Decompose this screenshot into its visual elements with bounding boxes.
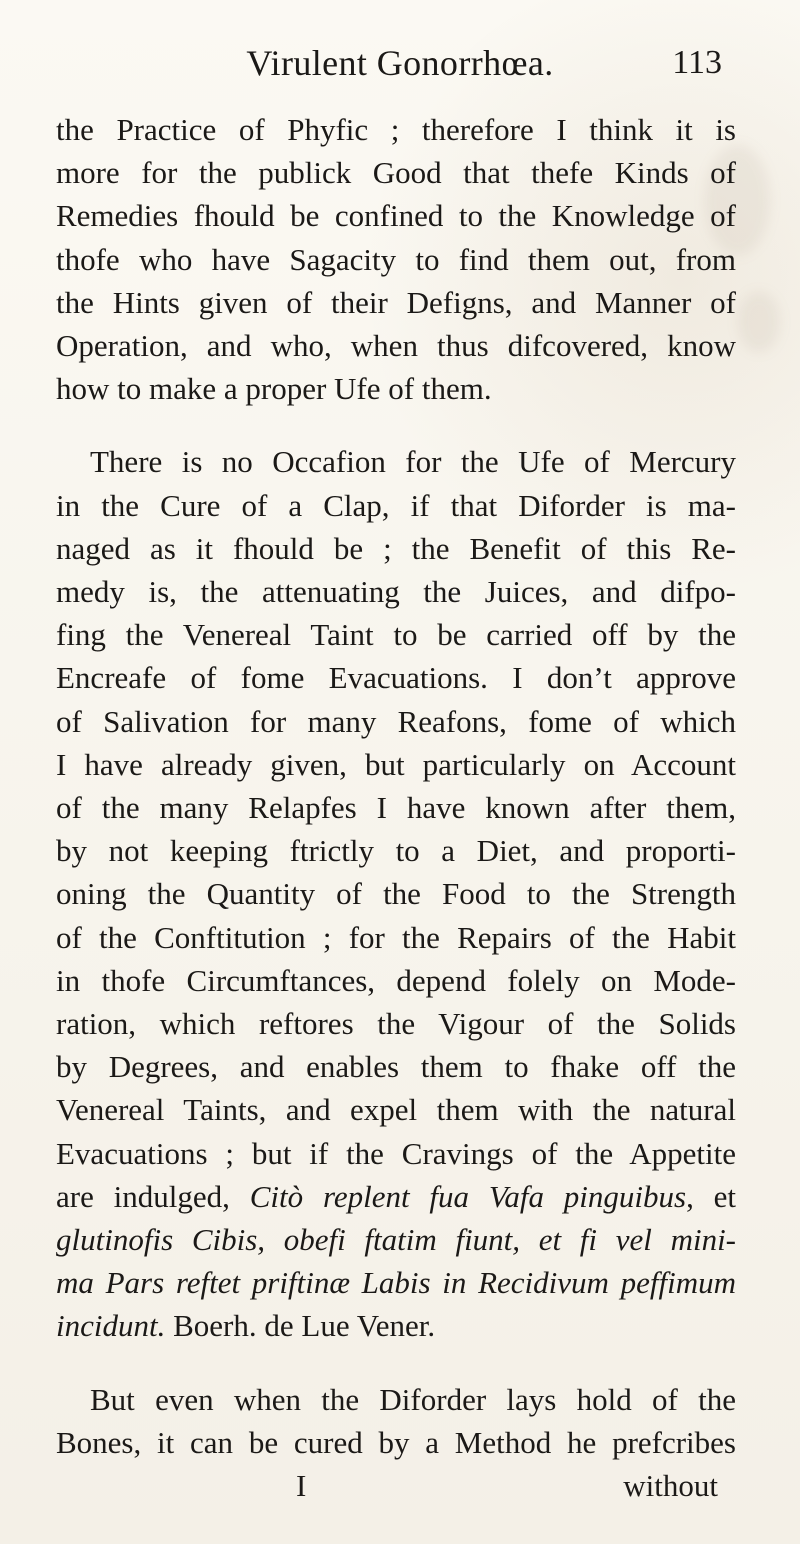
- text-line: more for the publick Good that thefe Kinds of: [56, 155, 736, 191]
- paragraph-1: [56, 108, 736, 410]
- paragraph-gap: [56, 1348, 736, 1378]
- text-line: Bones, it can be cured by a Method he prefcribes: [56, 1424, 736, 1460]
- text-line: naged as it fhould be ; the Benefit of this Re-: [56, 530, 736, 566]
- text-line: Remedies fhould be confined to the Knowledge of: [56, 198, 736, 234]
- text-line: in the Cure of a Clap, if that Diforder is ma-: [56, 487, 736, 523]
- text-line: Encreafe of fome Evacuations. I don’t approve: [56, 660, 736, 696]
- text-line: of the Conftitution ; for the Repairs of the Habit: [56, 919, 736, 955]
- text-line: the Practice of Phyfic ; therefore I think it is: [56, 112, 736, 147]
- text-line: in thofe Circumftances, depend folely on Mode-: [56, 962, 736, 998]
- text-line: Evacuations ; but if the Cravings of the Appetite: [56, 1135, 736, 1171]
- latin-quote-end: incidunt.: [56, 1308, 166, 1344]
- text-line: by not keeping ftrictly to a Diet, and proporti-: [56, 833, 736, 869]
- latin-quote: Citò replent fua Vafa pinguibus: [249, 1178, 687, 1214]
- text-line: of Salivation for many Reafons, fome of which: [56, 703, 736, 739]
- latin-quote-line: glutinofis Cibis, obefi ftatim fiunt, et fi vel mini-: [56, 1222, 736, 1258]
- page-header: [0, 42, 800, 98]
- text-line: But even when the Diforder lays hold of the: [90, 1381, 736, 1417]
- page-footer: [56, 1464, 736, 1507]
- signature-mark: I: [296, 1468, 307, 1504]
- text-line: medy is, the attenuating the Juices, and difpo-: [56, 574, 736, 610]
- text-line: Venereal Taints, and expel them with the natural: [56, 1092, 736, 1128]
- text-line: There is no Occafion for the Ufe of Mercury: [90, 444, 736, 480]
- text-line: Operation, and who, when thus difcovered, know: [56, 328, 736, 364]
- catchword: without: [623, 1468, 718, 1504]
- text-line: the Hints given of their Defigns, and Manner of: [56, 284, 736, 320]
- paragraph-gap: [56, 410, 736, 440]
- text-line: fing the Venereal Taint to be carried off by the: [56, 617, 736, 653]
- text-line: ration, which reftores the Vigour of the Solids: [56, 1006, 736, 1042]
- text-line: oning the Quantity of the Food to the Strength: [56, 876, 736, 912]
- page-number: 113: [672, 44, 722, 81]
- line-prefix: are indulged,: [56, 1178, 250, 1214]
- paper-stain-small: [738, 292, 780, 352]
- text-line: thofe who have Sagacity to find them out, from: [56, 241, 736, 277]
- text-line: I have already given, but particularly on Account: [56, 746, 736, 782]
- citation: Boerh. de Lue Vener.: [165, 1308, 436, 1344]
- text-line: of the many Relapfes I have known after them,: [56, 790, 736, 826]
- citation-line: [56, 1304, 736, 1347]
- mixed-italic-line: [56, 1175, 736, 1218]
- latin-quote-line: ma Pars reftet priftinæ Labis in Recidivum peffimum: [56, 1265, 736, 1301]
- paragraph-3: [56, 1378, 736, 1464]
- line-suffix: , et: [686, 1178, 736, 1214]
- page-body: [56, 108, 736, 1507]
- text-line: how to make a proper Ufe of them.: [56, 371, 492, 407]
- text-line: by Degrees, and enables them to fhake off the: [56, 1049, 736, 1085]
- running-head: Virulent Gonorrhœa.: [246, 43, 554, 83]
- paragraph-2: [56, 440, 736, 1347]
